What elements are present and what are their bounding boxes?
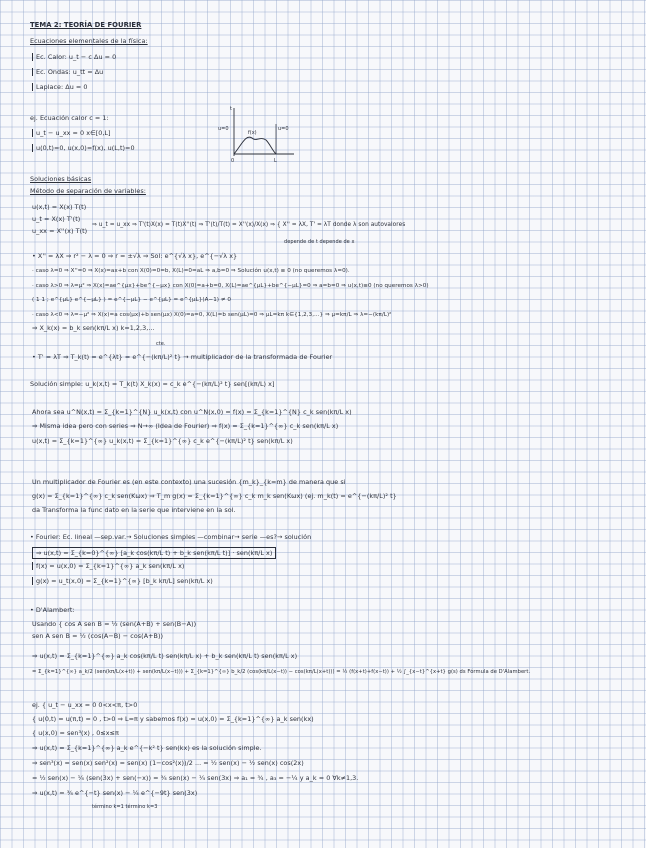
note-line: ⇒ sen³(x) = sen(x) sen²(x) = sen(x) (1−cos²(x))/2 ... = ½ sen(x) − ½ sen(x) cos(2x) (32, 759, 304, 767)
boxed-formula: ⇒ u(x,t) = Σ_{k=0}^{∞} [a_k cos(kπ/L t) + b_k sen(kπ/L t)] · sen(kπ/L x) (32, 547, 276, 559)
note-line: ( 1 1 ; e^{μL} e^{−μL} ) = e^{−μL} − e^{μL} = e^{μL}(A−1) ≠ 0 (32, 297, 232, 303)
boundary-sketch (214, 104, 304, 164)
note-line: Ec. Ondas: u_tt = Δu (32, 68, 103, 76)
note-line: ⇒ Misma idea pero con series ⇒ N→∞ (Idea de Fourier) ⇒ f(x) = Σ_{k=1}^{∞} c_k sen(kπ/L x) (32, 422, 339, 430)
note-line: sen A sen B = ½ (cos(A−B) − cos(A+B)) (32, 632, 164, 640)
note-line: u_t − u_xx = 0 x∈[0,L] (32, 129, 111, 137)
note-line: ⇒ u(x,t) = ¾ e^{−t} sen(x) − ¼ e^{−9t} sen(3x) (32, 789, 198, 797)
note-line: Un multiplicador de Fourier es (en este contexto) una sucesión {m_k}_{k=m} de manera que si (32, 478, 346, 486)
note-line: Método de separación de variables: (30, 187, 146, 195)
note-line: { u(x,0) = sen³(x) , 0≤x≤π (32, 729, 119, 737)
note-line: · caso λ<0 ⇒ λ=−μ² ⇒ X(x)=a cos(μx)+b sen(μx) X(0)=a=0, X(L)=b sen(μL)=0 ⇒ μL=kπ k∈{1,2,3,...} ⇒ μ=kπ/L ⇒ λ=−(kπ/L)² (32, 312, 392, 318)
note-line: = Σ_{k=1}^{∞} a_k/2 (sen(kπ/L(x+t)) + sen(kπ/L(x−t))) + Σ_{k=1}^{∞} b_k/2 (cos(kπ/L(x−t)) − cos(kπ/L(x+t))) = ½ (f(x+t)+f(x−t)) + ½ ∫_{x−t}^{x+t} g(s) ds Fórmula de D'Alambert. (32, 669, 531, 675)
note-line: ⇒ u(x,t) = Σ_{k=1}^{∞} a_k e^{−k² t} sen(kx) es la solución simple. (32, 744, 262, 752)
note-line: Laplace: Δu = 0 (32, 83, 88, 91)
note-line: { u(0,t) = u(π,t) = 0 , t>0 ⇒ L=π y sabemos f(x) = u(x,0) = Σ_{k=1}^{∞} a_k sen(kx) (32, 715, 314, 723)
note-line: u_t = X(x) T'(t) (32, 215, 81, 223)
note-line: f(x) = u(x,0) = Σ_{k=1}^{∞} a_k sen(kπ/L x) (32, 562, 184, 570)
note-line: ⇒ u_t = u_xx ⇒ T'(t)X(x) = T(t)X''(t) ⇒ T'(t)/T(t) = X''(x)/X(x) ⇒ { X'' = λX, T' = λT donde λ son autovalores (92, 222, 406, 228)
graph-origin-label: 0 (231, 158, 235, 164)
note-line: • D'Alambert: (30, 606, 75, 614)
note-line: · caso λ=0 ⇒ X''=0 ⇒ X(x)=ax+b con X(0)=0=b, X(L)=0=aL ⇒ a,b=0 ⇒ Solución u(x,t) ≡ 0 (no queremos λ=0). (32, 268, 350, 274)
note-line: Usando { cos A sen B = ½ (sen(A+B) + sen(B−A)) (32, 620, 197, 628)
note-line: cte. (156, 341, 166, 347)
note-line: • X'' = λX ⇒ r² − λ = 0 ⇒ r = ±√λ ⇒ Sol: e^{√λ x}, e^{−√λ x} (32, 252, 238, 260)
note-line: u_xx = X''(x) T(t) (32, 227, 88, 235)
page-title: TEMA 2: TEORÍA DE FOURIER (30, 21, 142, 29)
note-line: término k=1 término k=3 (92, 804, 158, 810)
note-line: g(x) = u_t(x,0) = Σ_{k=1}^{∞} [b_k kπ/L] sen(kπ/L x) (32, 577, 213, 585)
note-line: = ½ sen(x) − ¼ (sen(3x) + sen(−x)) = ¾ sen(x) − ¼ sen(3x) ⇒ a₁ = ¾ , a₃ = −¼ y a_k = 0 ∀k≠1,3. (32, 774, 359, 782)
note-line: Soluciones básicas (30, 175, 92, 183)
note-line: ⇒ X_k(x) = b_k sen(kπ/L x) k=1,2,3,... (32, 324, 155, 332)
note-line: Ecuaciones elementales de la física: (30, 37, 148, 45)
note-line: • T' = λT ⇒ T_k(t) = e^{λt} = e^{−(kπ/L)² t} → multiplicador de la transformada de Fourier (32, 353, 333, 361)
graph-right-label: u=0 (278, 126, 289, 132)
note-line: Ec. Calor: u_t − c Δu = 0 (32, 53, 116, 61)
graph-L-label: L (274, 158, 277, 164)
note-line: Ahora sea u^N(x,t) = Σ_{k=1}^{N} u_k(x,t) con u^N(x,0) = f(x) = Σ_{k=1}^{N} c_k sen(kπ/L x) (32, 408, 352, 416)
note-line: ej. Ecuación calor c = 1: (30, 114, 109, 122)
note-line: ej. { u_t − u_xx = 0 0<x<π, t>0 (32, 701, 138, 709)
note-line: · caso λ>0 ⇒ λ=μ² ⇒ X(x)=ae^{μx}+be^{−μx} con X(0)=a+b=0, X(L)=ae^{μL}+be^{−μL}=0 ⇒ a=b=0 ⇒ u(x,t)≡0 (no queremos λ>0) (32, 283, 429, 289)
note-line: ⇒ u(x,t) = Σ_{k=1}^{∞} a_k cos(kπ/L t) sen(kπ/L x) + b_k sen(kπ/L t) sen(kπ/L x) (32, 652, 298, 660)
note-line: Solución simple: u_k(x,t) = T_k(t) X_k(x) = c_k e^{−(kπ/L)² t} sen[(kπ/L) x] (30, 380, 275, 388)
graph-t-label: t (230, 106, 232, 112)
note-line: da Transforma la func dato en la serie que interviene en la sol. (32, 506, 236, 514)
note-line: g(x) = Σ_{k=1}^{∞} c_k sen(Kωx) ⇒ T_m g(x) = Σ_{k=1}^{∞} c_k m_k sen(Kωx) (ej. m_k(t) = e^{−(kπ/L)² t} (32, 492, 397, 500)
note-line: • Fourier: Ec. lineal —sep.var.→ Soluciones simples —combinar→ serie —es?→ solución (30, 533, 312, 541)
graph-fx-label: f(x) (248, 130, 257, 136)
note-line: u(x,t) = X(x) T(t) (32, 203, 87, 211)
note-line: depende de t depende de x (284, 239, 355, 245)
note-line: u(x,t) = Σ_{k=1}^{∞} u_k(x,t) = Σ_{k=1}^{∞} c_k e^{−(kπ/L)² t} sen(kπ/L x) (32, 437, 293, 445)
graph-left-label: u=0 (218, 126, 229, 132)
note-line: u(0,t)=0, u(x,0)=f(x), u(L,t)=0 (32, 144, 135, 152)
